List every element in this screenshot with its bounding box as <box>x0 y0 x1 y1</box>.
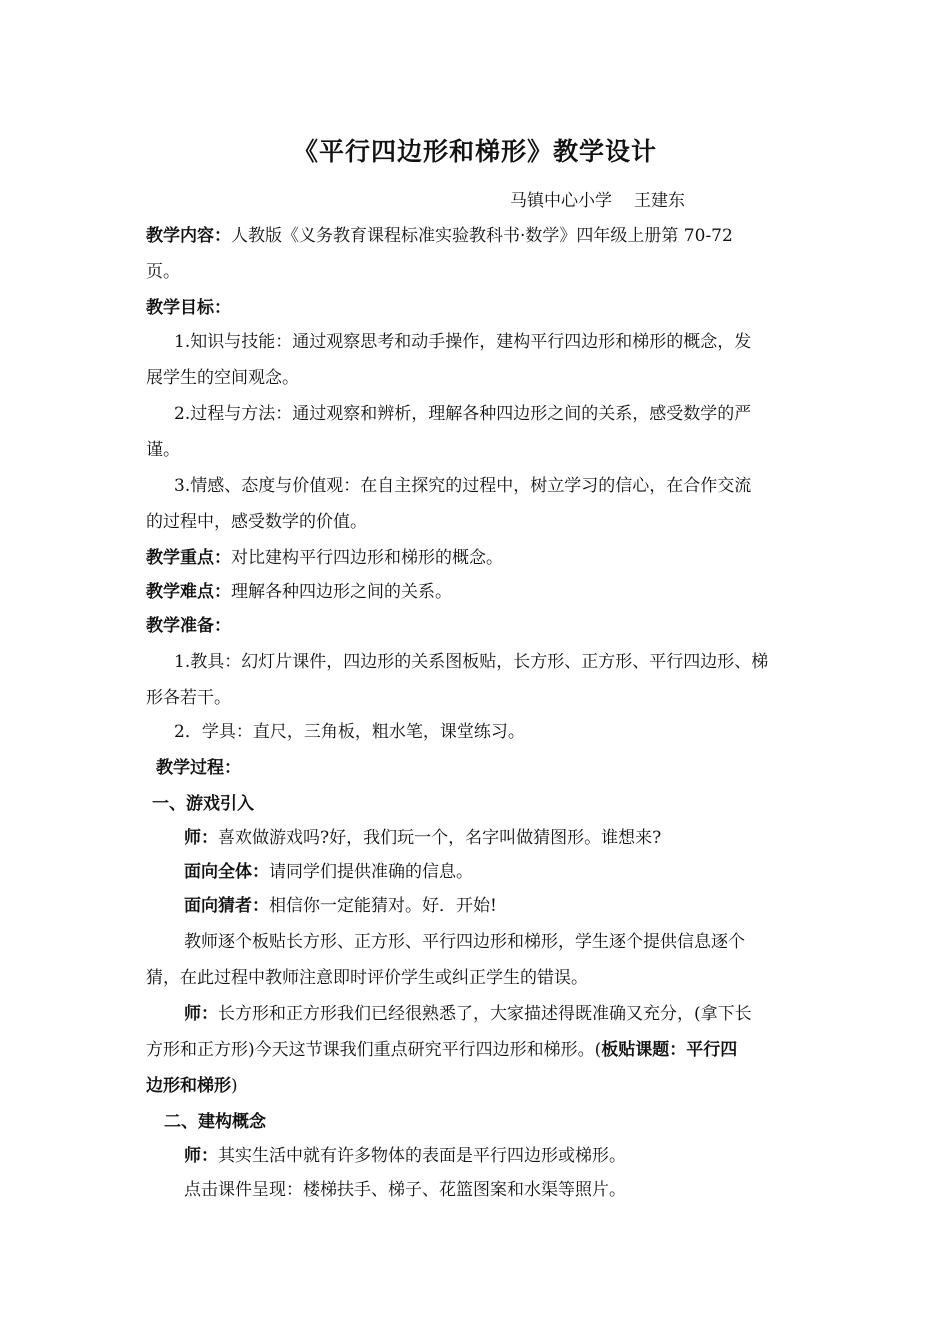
content-label: 教学内容： <box>146 226 231 246</box>
key-point-text: 对比建构平行四边形和梯形的概念。 <box>231 548 503 568</box>
speech-text: 长方形和正方形我们已经很熟悉了，大家描述得既准确又充分，(拿下长 <box>218 1004 752 1024</box>
content-text: 人教版《义务教育课程标准实验教科书·数学》四年级上册第 70-72 <box>231 226 733 246</box>
teacher-line-3 <box>184 1144 626 1168</box>
difficulty-label: 教学难点： <box>146 582 231 602</box>
document-title: 《平行四边形和梯形》教学设计 <box>292 137 657 166</box>
closing-paren: ) <box>231 1076 238 1096</box>
goal-1: 1.知识与技能：通过观察思考和动手操作，建构平行四边形和梯形的概念，发 <box>174 332 752 352</box>
teacher-line-2 <box>184 1002 752 1026</box>
difficulty-text: 理解各种四边形之间的关系。 <box>231 582 452 602</box>
teacher-line-2-cont <box>146 1038 737 1062</box>
address-all-text: 请同学们提供准确的信息。 <box>269 862 473 882</box>
prep-1: 1.教具：幻灯片课件，四边形的关系图板贴，长方形、正方形、平行四边形、梯 <box>174 652 769 672</box>
speech-text: 喜欢做游戏吗?好，我们玩一个，名字叫做猜图形。谁想来? <box>218 828 662 848</box>
board-title-note: 板贴课题：平行四 <box>601 1040 738 1060</box>
content-text-cont: 页。 <box>146 262 180 282</box>
key-point-line <box>146 546 503 570</box>
difficulty-line <box>146 580 452 604</box>
prep-1-cont: 形各若干。 <box>146 688 231 708</box>
goal-2-cont: 谨。 <box>146 440 180 460</box>
school-name: 马镇中心小学 <box>510 191 612 211</box>
process-label: 教学过程： <box>156 758 241 778</box>
prep-label: 教学准备： <box>146 616 231 636</box>
speaker-label: 师： <box>184 1146 218 1166</box>
key-point-label: 教学重点： <box>146 548 231 568</box>
goal-3-cont: 的过程中，感受数学的价值。 <box>146 512 367 532</box>
teacher-line-2-end <box>146 1074 238 1098</box>
address-guesser-text: 相信你一定能猜对。好．开始! <box>269 896 497 916</box>
paragraph-2: 点击课件呈现：楼梯扶手、梯子、花篮图案和水渠等照片。 <box>184 1180 626 1200</box>
paragraph-1: 教师逐个板贴长方形、正方形、平行四边形和梯形，学生逐个提供信息逐个 <box>184 932 745 952</box>
content-line <box>146 224 733 248</box>
address-all-label: 面向全体： <box>184 862 269 882</box>
paragraph-1-cont: 猜，在此过程中教师注意即时评价学生或纠正学生的错误。 <box>146 968 588 988</box>
board-title-note-cont: 边形和梯形 <box>146 1076 231 1096</box>
goal-1-cont: 展学生的空间观念。 <box>146 368 299 388</box>
address-all-line <box>184 860 473 884</box>
address-guesser-line <box>184 894 497 918</box>
address-guesser-label: 面向猜者： <box>184 896 269 916</box>
speech-text: 方形和正方形)今天这节课我们重点研究平行四边形和梯形。( <box>146 1040 602 1060</box>
goals-label: 教学目标： <box>146 298 231 318</box>
author-name: 王建东 <box>634 191 685 211</box>
prep-2: 2．学具：直尺，三角板，粗水笔，课堂练习。 <box>174 722 525 742</box>
speaker-label: 师： <box>184 828 218 848</box>
section-2-title: 二、建构概念 <box>164 1112 266 1132</box>
goal-2: 2.过程与方法：通过观察和辨析，理解各种四边形之间的关系，感受数学的严 <box>174 404 752 424</box>
speaker-label: 师： <box>184 1004 218 1024</box>
goal-3: 3.情感、态度与价值观：在自主探究的过程中，树立学习的信心，在合作交流 <box>174 476 752 496</box>
teacher-line-1 <box>184 826 661 850</box>
author-line <box>510 186 685 211</box>
section-1-title: 一、游戏引入 <box>152 794 254 814</box>
speech-text: 其实生活中就有许多物体的表面是平行四边形或梯形。 <box>218 1146 626 1166</box>
